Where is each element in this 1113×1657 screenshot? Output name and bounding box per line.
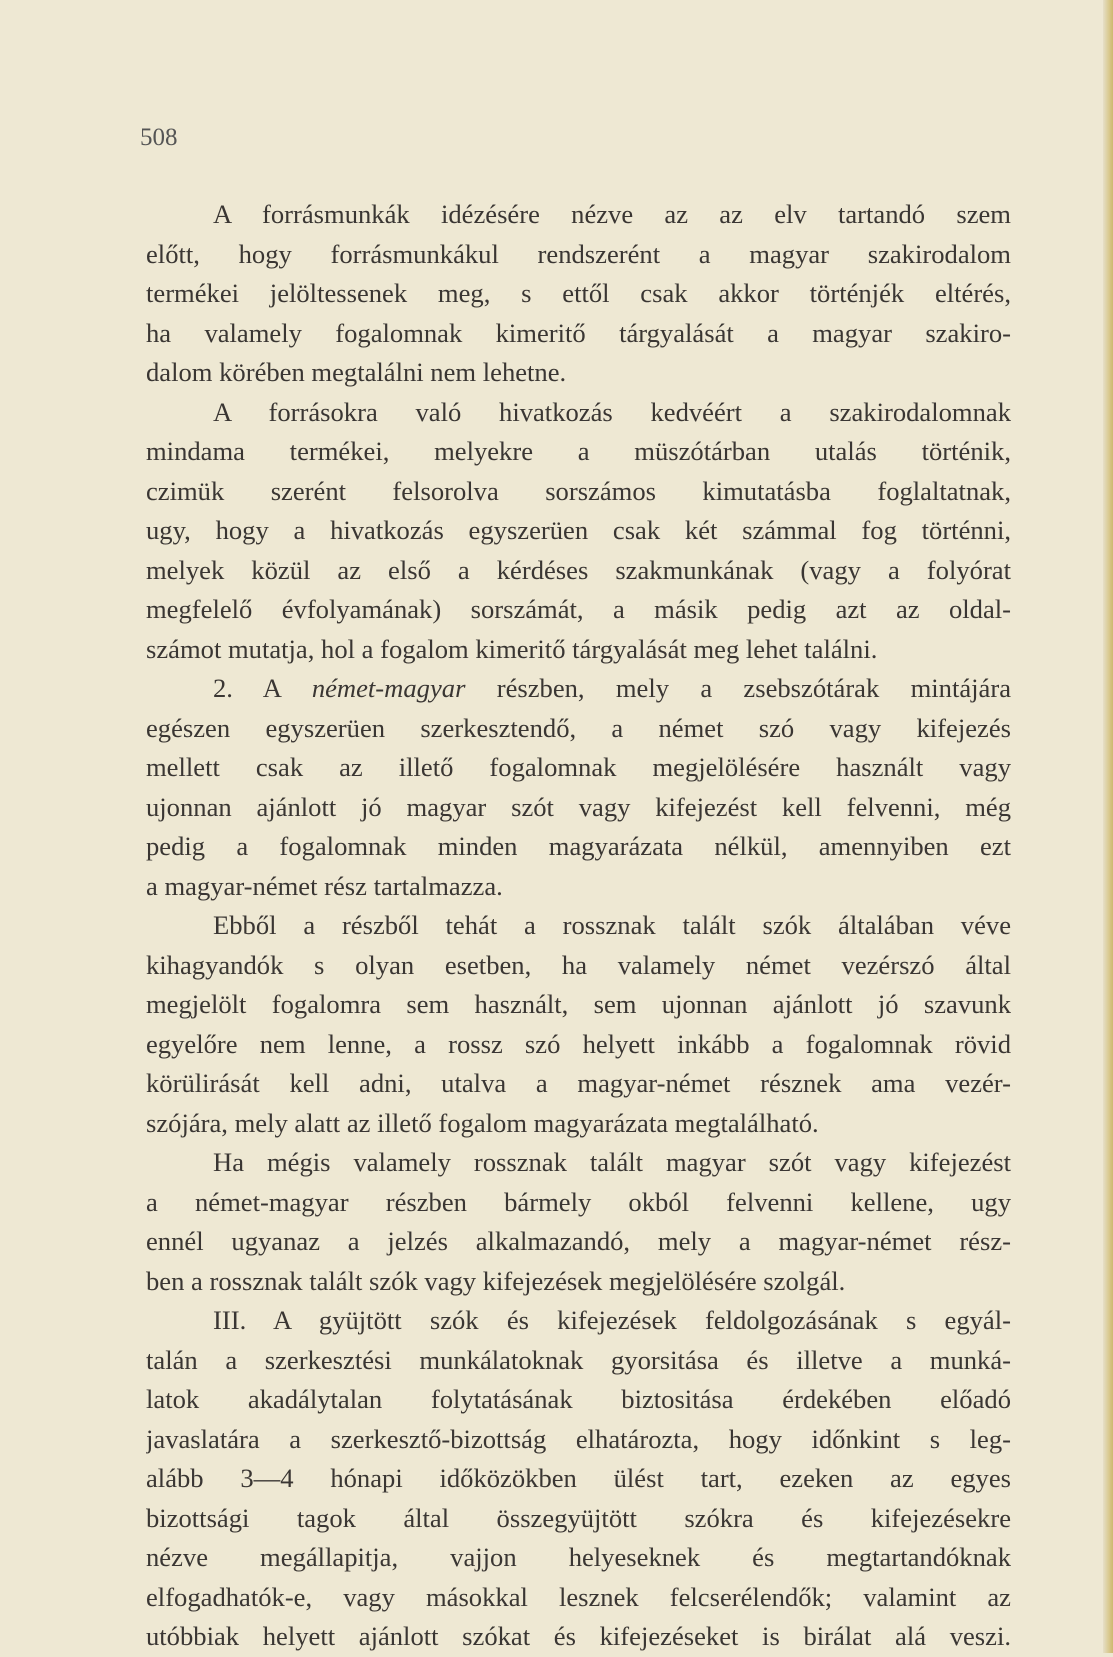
text-line: dalom körében megtalálni nem lehetne. [146,357,567,387]
text-line: A forrásokra való hivatkozás kedvéért a szakirodalomnak [213,396,1011,427]
text-line: utóbbiak helyett ajánlott szókat és kifejezéseket is birálat alá veszi. [146,1621,1011,1651]
text-line: pedig a fogalomnak minden magyarázata nélkül, amennyiben ezt [146,831,1011,861]
text-line: mellett csak az illető fogalomnak megjelölésére használt vagy [146,752,1011,782]
text-line: elfogadhatók-e, vagy másokkal lesznek felcserélendők; valamint az [146,1581,1011,1612]
text-line: ujonnan ajánlott jó magyar szót vagy kifejezést kell felvenni, még [146,791,1011,822]
text-line: III. A gyüjtött szók és kifejezések feldolgozásának s egyál- [213,1305,1011,1335]
text-line: ha valamely fogalomnak kimeritő tárgyalását a magyar szakiro- [146,317,1011,348]
text-line: latok akadálytalan folytatásának biztositása érdekében előadó [146,1384,1011,1414]
page-edge [1103,0,1113,1653]
text-line: előtt, hogy forrásmunkákul rendszerént a magyar szakirodalom [146,238,1011,269]
text-line: ennél ugyanaz a jelzés alkalmazandó, mely a magyar-német rész- [146,1226,1011,1256]
text-line: egészen egyszerüen szerkesztendő, a német szó vagy kifejezés [146,712,1011,743]
text-line: a magyar-német rész tartalmazza. [146,870,503,901]
body-text [146,195,1011,1657]
text-line: kihagyandók s olyan esetben, ha valamely német vezérszó által [146,949,1011,980]
page-number: 508 [140,124,178,151]
text-line: ugy, hogy a hivatkozás egyszerüen csak két számmal fog történni, [146,515,1011,545]
text-line: megjelölt fogalomra sem használt, sem ujonnan ajánlott jó szavunk [146,989,1011,1019]
text-line: szójára, mely alatt az illető fogalom magyarázata megtalálható. [146,1107,819,1138]
text-line: A forrásmunkák idézésére nézve az az elv tartandó szem [213,199,1011,229]
text-line: ben a rossznak talált szók vagy kifejezések megjelölésére szolgál. [146,1265,846,1296]
text-line: javaslatára a szerkesztő-bizottság elhatározta, hogy időnkint s leg- [146,1423,1011,1454]
text-line: körülirását kell adni, utalva a magyar-német résznek ama vezér- [146,1068,1011,1098]
text-line: nézve megállapitja, vajjon helyeseknek és megtartandóknak [146,1542,1011,1572]
text-line: megfelelő évfolyamának) sorszámát, a másik pedig azt az oldal- [146,594,1011,624]
text-line: Ebből a részből tehát a rossznak talált szók általában véve [213,910,1011,940]
italic-term: német-magyar [311,673,466,703]
text-line: Ha mégis valamely rossznak talált magyar szót vagy kifejezést [213,1147,1011,1177]
text-line: talán a szerkesztési munkálatoknak gyorsitása és illetve a munká- [146,1344,1011,1375]
text-line: termékei jelöltessenek meg, s ettől csak akkor történjék eltérés, [146,278,1011,308]
text-line: mindama termékei, melyekre a müszótárban utalás történik, [146,436,1011,466]
text-line: egyelőre nem lenne, a rossz szó helyett inkább a fogalomnak rövid [146,1028,1011,1059]
text-line: alább 3—4 hónapi időközökben ülést tart, ezeken az egyes [146,1463,1011,1493]
text-line: melyek közül az első a kérdéses szakmunkának (vagy a folyórat [146,554,1011,585]
text-line: a német-magyar részben bármely okból felvenni kellene, ugy [146,1186,1011,1217]
text-line: 2. A német-magyar részben, mely a zsebszótárak mintájára [213,673,1011,703]
text-line: czimük szerént felsorolva sorszámos kimutatásba foglaltatnak, [146,475,1011,506]
text-line: számot mutatja, hol a fogalom kimeritő tárgyalását meg lehet találni. [146,633,878,664]
text-line: bizottsági tagok által összegyüjtött szókra és kifejezésekre [146,1502,1011,1533]
